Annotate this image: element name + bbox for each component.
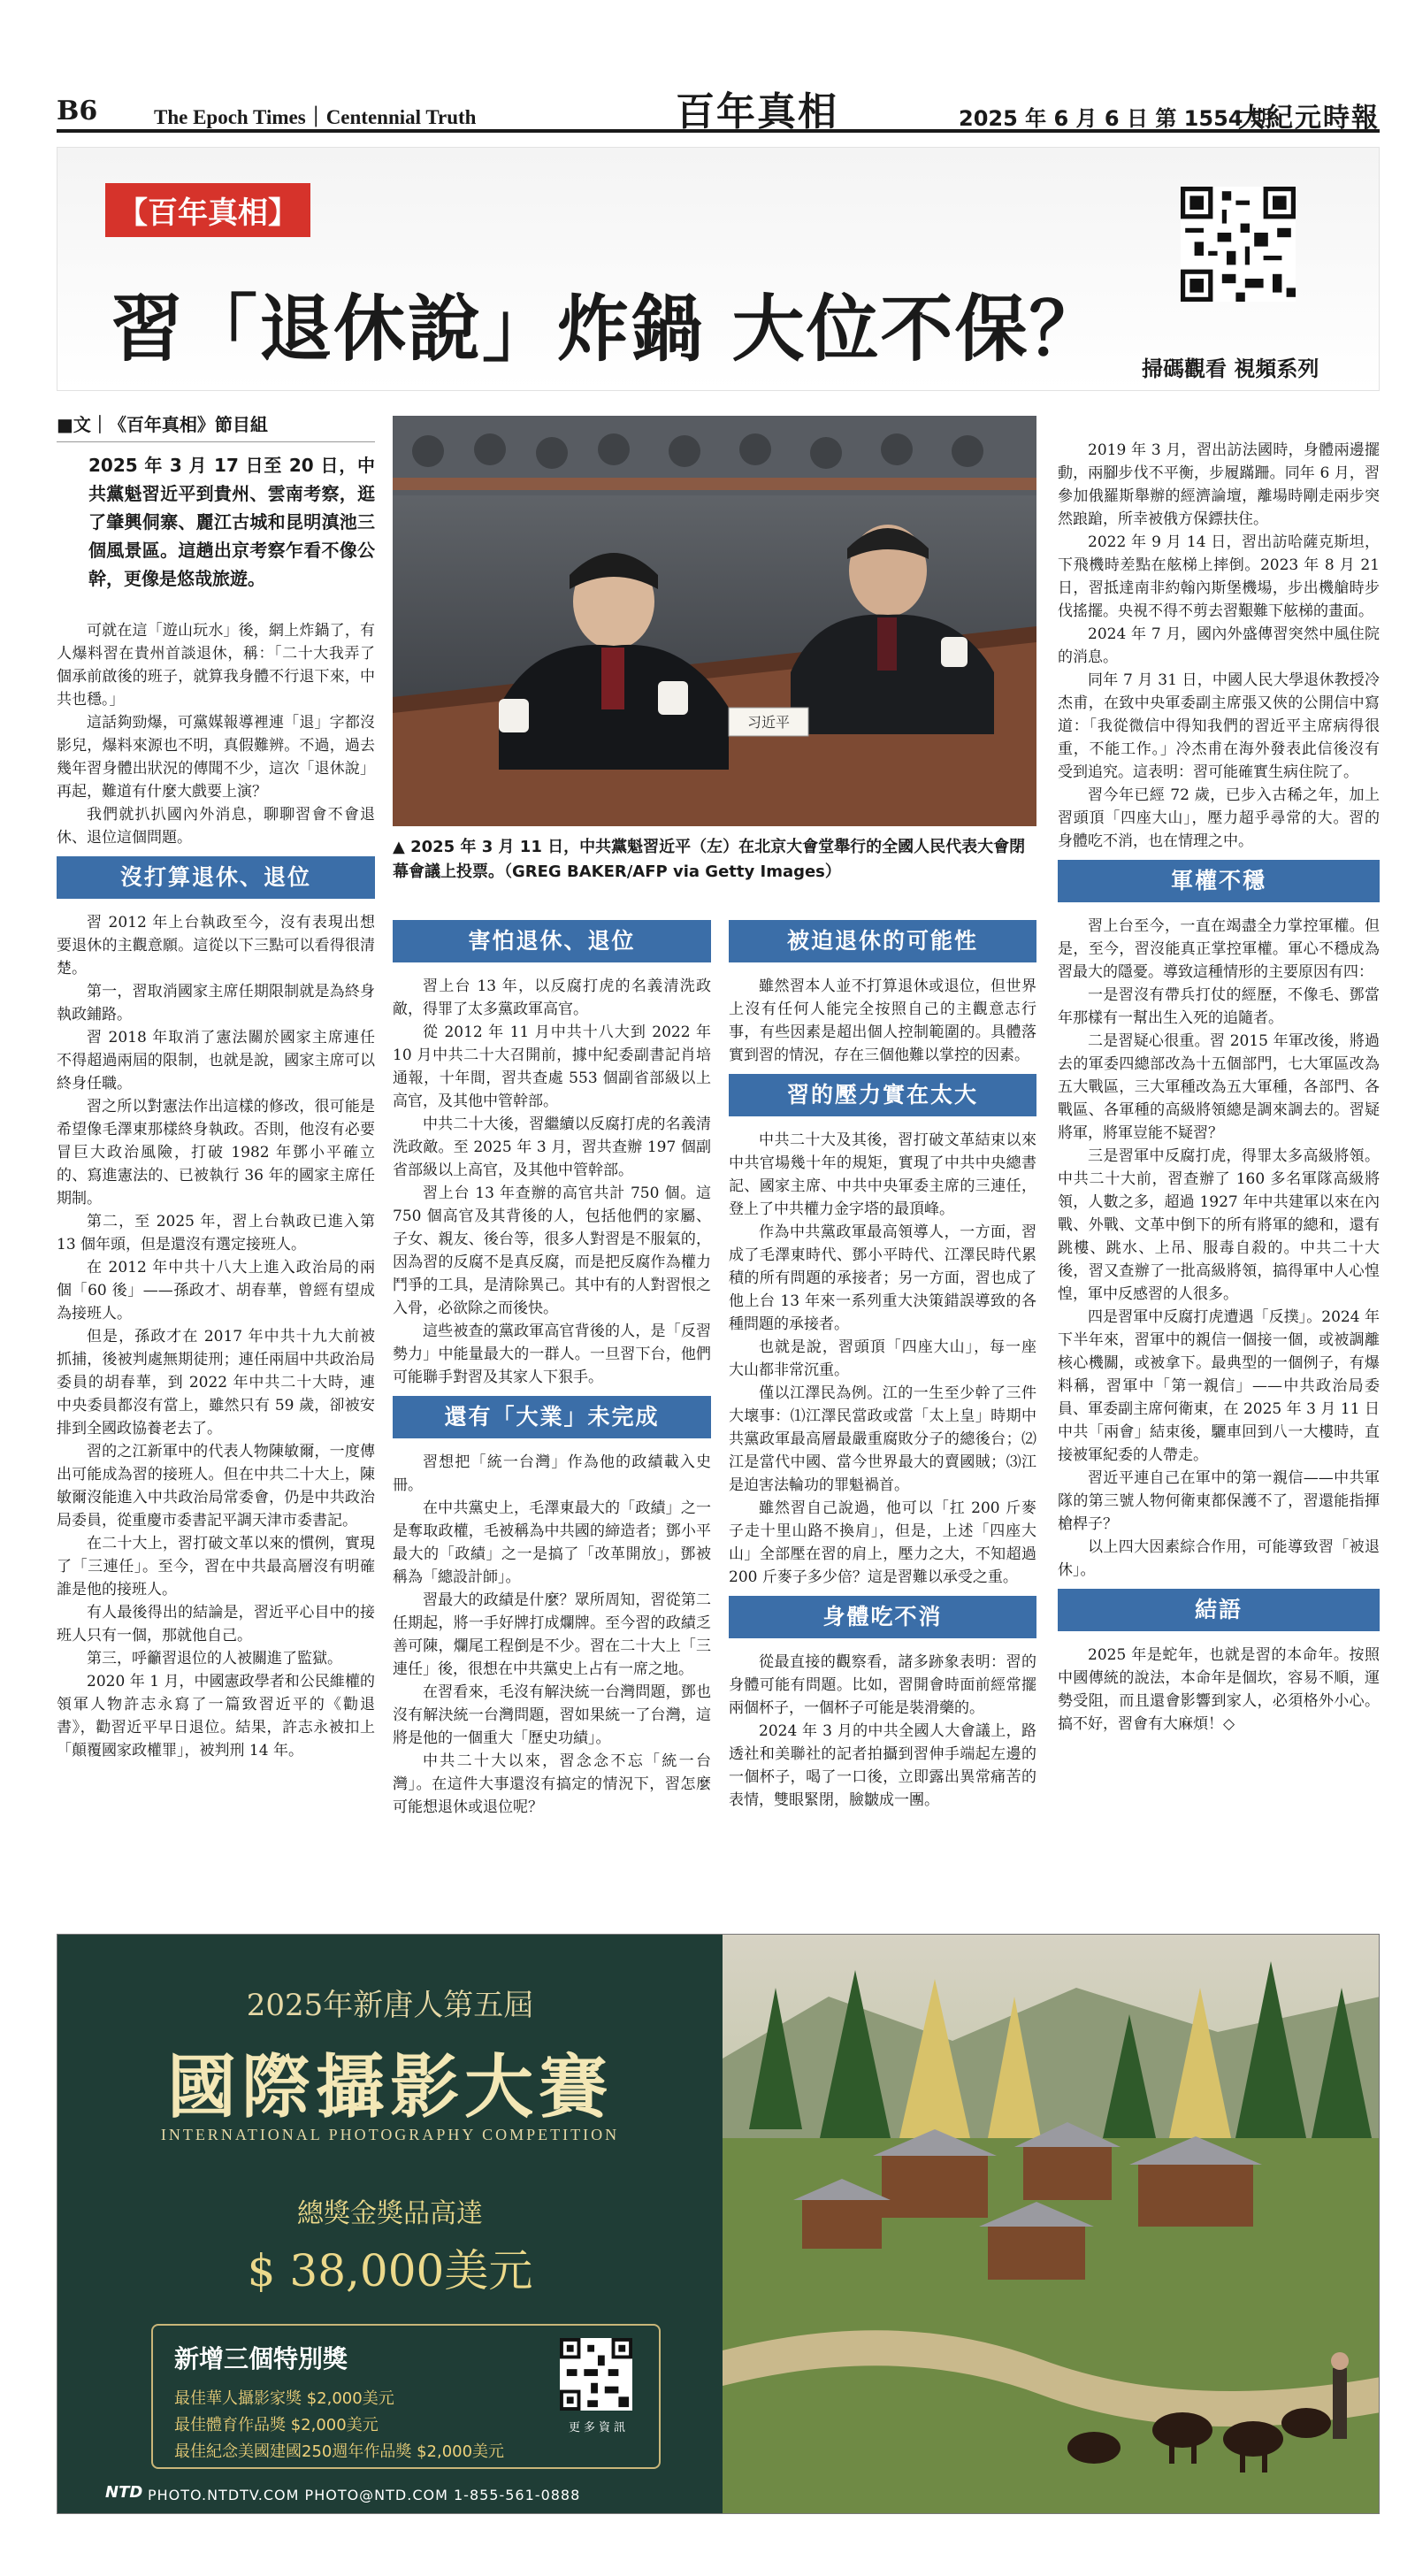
ad-special-awards-box	[151, 2324, 661, 2469]
paragraph: 中共二十大及其後，習打破文革結束以來中共官場幾十年的規矩，實現了中共中央總書記、國家主席、中共中央軍委主席的三連任，登上了中共權力金字塔的最頂峰。	[729, 1131, 1036, 1218]
subheading-unfinished-mission: 還有「大業」未完成	[393, 1396, 711, 1438]
headline: 習「退休說」炸鍋 大位不保？	[111, 288, 1104, 372]
photo-caption: ▲ 2025 年 3 月 11 日，中共黨魁習近平（左）在北京大會堂舉行的全國人民代表大會閉幕會議上投票。（GREG BAKER/AFP via Getty Images）	[393, 838, 1026, 881]
photo-competition-ad[interactable]	[57, 1934, 1380, 2514]
paragraph: 同年 7 月 31 日，中國人民大學退休教授冷杰甫，在致中央軍委副主席張又俠的公開信中寫道：「我從微信中得知我們的習近平主席病得很重，不能工作。」冷杰甫在海外發表此信後沒有受到追究。這表明：習可能確實生病住院了。	[1058, 671, 1380, 781]
paragraph: 在 2012 年中共十八大上進入政治局的兩個「60 後」——孫政才、胡春華，曾經有望成為接班人。	[57, 1259, 375, 1322]
qr-caption: 掃碼觀看 視頻系列	[1142, 356, 1319, 381]
village-landscape-illustration	[723, 1935, 1380, 2514]
paragraph: 習上台至今，一直在竭盡全力掌控軍權。但是，至今，習沒能真正掌控軍權。軍心不穩成為習最大的隱憂。導致這種情形的主要原因有四：	[1058, 917, 1380, 981]
paragraph: 我們就扒扒國內外消息，聊聊習會不會退休、退位這個問題。	[57, 806, 375, 847]
paragraph: 中共二十大以來，習念念不忘「統一台灣」。在這件大事還沒有搞定的情況下，習怎麼可能想退休或退位呢？	[393, 1752, 711, 1816]
subheading-fear-retire: 害怕退休、退位	[393, 920, 711, 962]
paragraph: 雖然習自己說過，他可以「扛 200 斤麥子走十里山路不換肩」，但是，上述「四座大山」全部壓在習的肩上，壓力之大，不知超過 200 斤麥子多少倍？這是習難以承受之重。	[729, 1499, 1036, 1586]
title-banner	[57, 147, 1380, 391]
article-column-2	[393, 913, 711, 1819]
paragraph: 作為中共黨政軍最高領導人，一方面，習成了毛澤東時代、鄧小平時代、江澤民時代累積的所有問題的承接者；另一方面，習也成了他上台 13 年來一系列重大決策錯誤導致的各種問題的承接者。	[729, 1223, 1036, 1333]
paragraph: 習想把「統一台灣」作為他的政績載入史冊。	[393, 1453, 711, 1494]
paragraph: 第一，習取消國家主席任期限制就是為終身執政鋪路。	[57, 983, 375, 1024]
ad-contact-footer: PHOTO.NTDTV.COM PHOTO@NTD.COM 1-855-561-0888	[148, 2487, 581, 2503]
qr-code-icon[interactable]	[1181, 187, 1296, 302]
paragraph: 這些被查的黨政軍高官背後的人，是「反習勢力」中能量最大的一群人。一旦習下台，他們可能聯手對習及其家人下狠手。	[393, 1322, 711, 1386]
paragraph: 2024 年 7 月，國內外盛傳習突然中風住院的消息。	[1058, 625, 1380, 666]
ad-award-line: 最佳體育作品獎 $2,000美元	[174, 2416, 379, 2434]
newspaper-logo: 大紀元時報	[1238, 103, 1380, 134]
ad-box-title: 新增三個特別獎	[174, 2344, 348, 2373]
subheading-health: 身體吃不消	[729, 1596, 1036, 1638]
paragraph: 2020 年 1 月，中國憲政學者和公民維權的領軍人物許志永寫了一篇致習近平的《勸退書》，勸習近平早日退位。結果，許志永被扣上「顛覆國家政權罪」，被判刑 14 年。	[57, 1673, 375, 1760]
article-column-4	[1058, 439, 1380, 1736]
section-title: 百年真相	[676, 89, 838, 134]
paragraph: 2019 年 3 月，習出訪法國時，身體兩邊擺動，兩腳步伐不平衡，步履蹣跚。同年 6 月，習參加俄羅斯舉辦的經濟論壇，離場時剛走兩步突然踉蹌，所幸被俄方保鏢扶住。	[1058, 441, 1380, 528]
byline: ■文｜《百年真相》節目組	[57, 410, 375, 442]
page-number: B6	[57, 96, 98, 126]
paragraph: 習上台 13 年查辦的高官共計 750 個。這 750 個高官及其背後的人，包括他們的家屬、子女、親友、後台等，很多人對習是不服氣的，因為習的反腐不是真反腐，而是把反腐作為權力鬥爭的工具，是清除異己。其中有的人對習恨之入骨，必欲除之而後快。	[393, 1184, 711, 1317]
issue-date: 2025 年 6 月 6 日 第 1554 期	[959, 106, 1272, 131]
nameplate-text: 习近平	[746, 714, 791, 731]
paragraph: 四是習軍中反腐打虎遭遇「反撲」。2024 年下半年來，習軍中的親信一個接一個，或被調離核心機關，或被拿下。最典型的一個例子，有爆料稱，習軍中「第一親信」——中共政治局委員、軍委副主席何衛東，在 2025 年 3 月 11 日中共「兩會」結束後，驪車回到八一大樓時，直接被軍紀委的人帶走。	[1058, 1308, 1380, 1464]
paragraph: 習 2012 年上台執政至今，沒有表現出想要退休的主觀意願。這從以下三點可以看得很清楚。	[57, 914, 375, 978]
paragraph: 從最直接的觀察看，諸多跡象表明：習的身體可能有問題。比如，習開會時面前經常擺兩個杯子，一個杯子可能是裝滑藥的。	[729, 1653, 1036, 1717]
paragraph: 也就是說，習頭頂「四座大山」，每一座大山都非常沉重。	[729, 1338, 1036, 1379]
main-photo	[393, 416, 1036, 826]
subheading-pressure: 習的壓力實在太大	[729, 1074, 1036, 1116]
paragraph: 習的之江新軍中的代表人物陳敏爾，一度傳出可能成為習的接班人。但在中共二十大上，陳敏爾沒能進入中共政治局常委會，仍是中共政治局委員，從重慶市委書記平調天津市委書記。	[57, 1443, 375, 1530]
ad-english-title: INTERNATIONAL PHOTOGRAPHY COMPETITION	[160, 2126, 620, 2143]
masthead	[57, 89, 1380, 134]
subheading-no-retire: 沒打算退休、退位	[57, 856, 375, 899]
ntd-logo: NTD	[105, 2483, 143, 2502]
paragraph: 僅以江澤民為例。江的一生至少幹了三件大壞事：⑴江澤民當政或當「太上皇」時期中共黨政軍最高層最嚴重腐敗分子的總後台；⑵江是當代中國、當今世界最大的賣國賊；⑶江是迫害法輪功的罪魁禍首。	[729, 1384, 1036, 1494]
paragraph: 這話夠勁爆，可黨媒報導裡連「退」字都沒影兒，爆料來源也不明，真假難辨。不過，過去幾年習身體出狀況的傳聞不少，這次「退休說」再起，難道有什麼大戲要上演？	[57, 714, 375, 801]
subheading-military: 軍權不穩	[1058, 860, 1380, 902]
paragraph: 在二十大上，習打破文革以來的慣例，實現了「三連任」。至今，習在中共最高層沒有明確誰是他的接班人。	[57, 1535, 375, 1598]
paragraph: 習最大的政績是什麼？眾所周知，習從第二任期起，將一手好牌打成爛牌。至今習的政績乏善可陳，爛尾工程倒是不少。習在二十大上「三連任」後，很想在中共黨史上占有一席之地。	[393, 1591, 711, 1678]
ad-award-line: 最佳華人攝影家獎 $2,000美元	[174, 2389, 394, 2408]
paragraph: 中共二十大後，習繼續以反腐打虎的名義清洗政敵。至 2025 年 3 月，習共查辦 197 個副省部級以上高官，及其他中管幹部。	[393, 1116, 711, 1179]
paragraph: 習今年已經 72 歲，已步入古稀之年，加上習頭頂「四座大山」，壓力超乎尋常的大。習的身體吃不消，也在情理之中。	[1058, 786, 1380, 850]
paragraph: 習 2018 年取消了憲法關於國家主席連任不得超過兩屆的限制，也就是說，國家主席可以終身任職。	[57, 1029, 375, 1092]
column-tag: 【百年真相】	[105, 183, 310, 237]
paragraph: 三是習軍中反腐打虎，得罪太多高級將領。中共二十大前，習查辦了 160 多名軍隊高級將領，人數之多，超過 1927 年中共建軍以來在內戰、外戰、文革中倒下的所有將軍的總和，還有跳樓、跳水、上吊、服毒自殺的。中共二十大後，習又查辦了一批高級將領，搞得軍中人心惶惶，軍中反感習的人很多。	[1058, 1147, 1380, 1303]
paragraph: 習近平連自己在軍中的第一親信——中共軍隊的第三號人物何衛東都保護不了，習還能指揮槍桿子？	[1058, 1469, 1380, 1533]
paragraph: 一是習沒有帶兵打仗的經歷，不像毛、鄧當年那樣有一幫出生入死的追隨者。	[1058, 986, 1380, 1027]
paragraph: 但是，孫政才在 2017 年中共十九大前被抓捕，後被判處無期徒刑；連任兩屆中共政治局委員的胡春華，到 2022 年中共二十大時，連中央委員都沒有當上，雖然只有 59 歲，卻被安排到全國政協養老去了。	[57, 1328, 375, 1438]
paragraph: 雖然習本人並不打算退休或退位，但世界上沒有任何人能完全按照自己的主觀意志行事，有些因素是超出個人控制範圍的。具體落實到習的情況，存在三個他難以掌控的因素。	[729, 978, 1036, 1064]
ad-landscape-photo	[723, 1935, 1380, 2514]
subheading-forced-retire: 被迫退休的可能性	[729, 920, 1036, 962]
ad-title: 國際攝影大賽	[166, 2047, 613, 2128]
paragraph: 在習看來，毛沒有解決統一台灣問題，鄧也沒有解決統一台灣問題，習如果統一了台灣，這將是他的一個重大「歷史功績」。	[393, 1683, 711, 1747]
paragraph: 習上台 13 年，以反腐打虎的名義清洗政敵，得罪了太多黨政軍高官。	[393, 978, 711, 1018]
paragraph: 可就在這「遊山玩水」後，網上炸鍋了，有人爆料習在貴州首談退休，稱：「二十大我弄了個承前啟後的班子，就算我身體不行退下來，中共也穩。」	[57, 622, 375, 709]
paragraph: 2024 年 3 月的中共全國人大會議上，路透社和美聯社的記者拍攝到習伸手端起左邊的一個杯子，喝了一口後，立即露出異常痛苦的表情，雙眼緊閉，臉皺成一團。	[729, 1722, 1036, 1809]
ad-qr-caption: 更多資訊	[568, 2421, 629, 2434]
ad-qr-code-icon[interactable]	[560, 2338, 632, 2411]
ad-year-line: 2025年新唐人第五屆	[246, 1988, 534, 2023]
paragraph: 第二，至 2025 年，習上台執政已進入第 13 個年頭，但是還沒有選定接班人。	[57, 1213, 375, 1254]
paragraph: 習之所以對憲法作出這樣的修改，很可能是希望像毛澤東那樣終身執政。否則，他沒有必要冒巨大政治風險，打破 1982 年鄧小平確立的、寫進憲法的、已被執行 36 年的國家主席任期制。	[57, 1098, 375, 1208]
brand-name: The Epoch Times｜Centennial Truth	[154, 106, 477, 128]
ad-prize-line: 總獎金獎品高達	[297, 2198, 483, 2229]
paragraph: 在中共黨史上，毛澤東最大的「政績」之一是奪取政權，毛被稱為中共國的締造者；鄧小平最大的「政績」之一是搞了「改革開放」，鄧被稱為「總設計師」。	[393, 1499, 711, 1586]
paragraph: 第三，呼籲習退位的人被關進了監獄。	[87, 1650, 342, 1668]
ad-text-panel	[57, 1935, 723, 2514]
article-column-1	[57, 619, 375, 1762]
ad-prize-amount: $ 38,000美元	[247, 2245, 533, 2296]
paragraph: 從 2012 年 11 月中共十八大到 2022 年 10 月中共二十大召開前，據中紀委副書記肖培通報，十年間，習共查處 553 個副省部級以上高官，及其他中管幹部。	[393, 1024, 711, 1110]
paragraph: 以上四大因素綜合作用，可能導致習「被退休」。	[1058, 1538, 1380, 1579]
paragraph: 2025 年是蛇年，也就是習的本命年。按照中國傳統的說法，本命年是個坎，容易不順，運勢受阻，而且還會影響到家人，必須格外小心。搞不好，習會有大麻煩！◇	[1058, 1646, 1380, 1733]
article-column-3	[729, 913, 1036, 1812]
paragraph: 有人最後得出的結論是，習近平心目中的接班人只有一個，那就他自己。	[57, 1604, 375, 1644]
paragraph: 2022 年 9 月 14 日，習出訪哈薩克斯坦，下飛機時差點在舷梯上摔倒。2023 年 8 月 21 日，習抵達南非約翰內斯堡機場，步出機艙時步伐搖擺。央視不得不剪去習艱難下舷梯的畫面。	[1058, 533, 1380, 620]
subheading-conclusion: 結語	[1058, 1589, 1380, 1631]
ad-award-line: 最佳紀念美國建國250週年作品獎 $2,000美元	[174, 2442, 505, 2461]
paragraph: 二是習疑心很重。習 2015 年軍改後，將過去的軍委四總部改為十五個部門，七大軍區改為五大戰區，三大軍種改為五大軍種，各部門、各戰區、各軍種的高級將領總是調來調去的。習疑將軍，將軍豈能不疑習？	[1058, 1032, 1380, 1142]
congress-photo-illustration	[393, 416, 1036, 826]
lede-paragraph: 2025 年 3 月 17 日至 20 日，中共黨魁習近平到貴州、雲南考察，逛了肇興侗寨、麗江古城和昆明滇池三個風景區。這趟出京考察乍看不像公幹，更像是悠哉旅遊。	[88, 455, 375, 589]
